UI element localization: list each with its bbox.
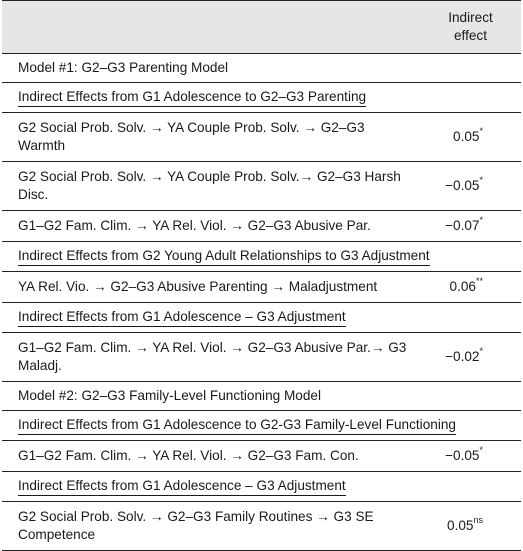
- effect-value: 0.05: [453, 129, 480, 144]
- effect-value: −0.05: [445, 448, 480, 463]
- section-heading-row: [2, 242, 521, 272]
- section-heading: Indirect Effects from G1 Adolescence – G3 Adjustment: [18, 477, 346, 496]
- significance-mark: **: [475, 276, 483, 287]
- effect-value: 0.06: [449, 279, 476, 294]
- effect-path: G1–G2 Fam. Clim. → YA Rel. Viol. → G2–G3 Abusive Par.→ G3 Maladj.: [2, 333, 420, 382]
- effect-path: G2 Social Prob. Solv. → G2–G3 Family Routines → G3 SE Competence: [2, 502, 420, 551]
- effect-value: 0.05: [447, 518, 474, 533]
- effect-value: −0.02: [445, 349, 480, 364]
- effect-row: [2, 441, 521, 472]
- effect-path: G1–G2 Fam. Clim. → YA Rel. Viol. → G2–G3 Fam. Con.: [2, 441, 420, 472]
- section-heading: Indirect Effects from G1 Adolescence – G3 Adjustment: [18, 308, 346, 327]
- header-label-cell: [2, 1, 420, 54]
- effect-row: [2, 333, 521, 382]
- model-row: [2, 382, 521, 411]
- table-header-row: [2, 1, 521, 54]
- indirect-effects-table: [2, 0, 521, 551]
- header-value-line1: Indirect: [448, 10, 493, 25]
- effect-value-cell: [420, 113, 521, 162]
- section-heading: Indirect Effects from G2 Young Adult Relationships to G3 Adjustment: [18, 247, 430, 266]
- effect-value-cell: [420, 162, 521, 211]
- model-label: Model #1: G2–G3 Parenting Model: [2, 54, 521, 83]
- effect-value: −0.05: [445, 178, 480, 193]
- significance-mark: *: [479, 215, 483, 226]
- effect-row: [2, 211, 521, 242]
- table-body: [2, 54, 521, 551]
- section-heading-row: [2, 83, 521, 113]
- effect-row: [2, 272, 521, 303]
- header-value-line2: effect: [453, 28, 487, 43]
- model-label: Model #2: G2–G3 Family-Level Functioning Model: [2, 382, 521, 411]
- significance-mark: *: [479, 445, 483, 456]
- effect-path: G1–G2 Fam. Clim. → YA Rel. Viol. → G2–G3 Abusive Par.: [2, 211, 420, 242]
- effect-value: −0.07: [445, 218, 480, 233]
- effect-row: [2, 162, 521, 211]
- significance-mark: *: [479, 175, 483, 186]
- section-heading-row: [2, 472, 521, 502]
- significance-mark: *: [479, 126, 483, 137]
- model-row: [2, 54, 521, 83]
- effect-value-cell: [420, 272, 521, 303]
- effect-value-cell: [420, 333, 521, 382]
- effect-path: G2 Social Prob. Solv. → YA Couple Prob. Solv.→ G2–G3 Harsh Disc.: [2, 162, 420, 211]
- section-heading: Indirect Effects from G1 Adolescence to G2-G3 Family-Level Functioning: [18, 416, 456, 435]
- header-indirect-effect: [420, 1, 521, 54]
- effect-value-cell: [420, 441, 521, 472]
- significance-mark: *: [479, 346, 483, 357]
- effect-value-cell: [420, 502, 521, 551]
- effect-row: [2, 502, 521, 551]
- significance-mark: ns: [473, 515, 483, 526]
- effect-path: YA Rel. Vio. → G2–G3 Abusive Parenting → Maladjustment: [2, 272, 420, 303]
- effect-path: G2 Social Prob. Solv. → YA Couple Prob. Solv. → G2–G3 Warmth: [2, 113, 420, 162]
- section-heading-row: [2, 303, 521, 333]
- effect-row: [2, 113, 521, 162]
- effect-value-cell: [420, 211, 521, 242]
- section-heading-row: [2, 411, 521, 441]
- section-heading: Indirect Effects from G1 Adolescence to G2–G3 Parenting: [18, 88, 366, 107]
